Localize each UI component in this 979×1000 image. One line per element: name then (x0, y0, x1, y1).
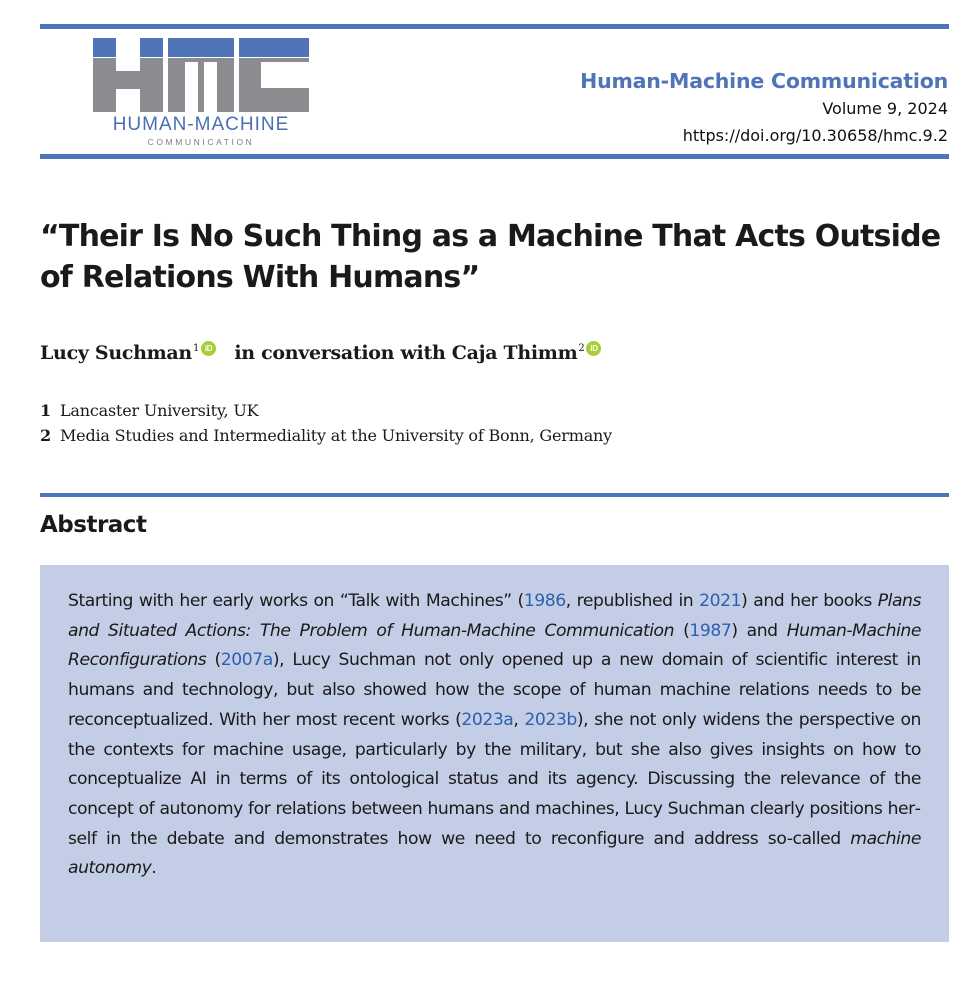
author-2-name: Caja Thimm (451, 342, 578, 364)
article-title: “Their Is No Such Thing as a Machine That Acts Outside of Relations With Humans” (40, 219, 941, 295)
book-title: Plans and Situated Actions: The Problem of Human-Machine Communication (68, 591, 922, 641)
journal-info (580, 66, 948, 150)
abstract-text-segment: ), she not only widens the perspective on the contexts for machine usage, particularly by the military, but she also gives insights on how to conceptualize AI in terms of its ontological status and its agency. Discussing the relevance of the concept of autonomy for relations between humans and machines, Lucy Suchman clearly positions herself in the debate and demonstrates how we need to reconfigure and address so-called (68, 709, 922, 849)
author-1-affiliation-mark: 1 (192, 343, 200, 354)
citation-link[interactable]: 2023a (461, 709, 514, 730)
affiliations (40, 398, 612, 448)
journal-name: Human-Machine Communication (580, 69, 948, 93)
abstract-text-segment: ( (206, 650, 221, 671)
header-top-rule (40, 24, 949, 29)
citation-link[interactable]: 2007a (220, 650, 273, 671)
citation-link[interactable]: 2023b (524, 709, 577, 730)
hmc-logo-mark (93, 38, 309, 116)
author-line (40, 341, 601, 364)
citation-link[interactable]: 1986 (523, 591, 566, 611)
orcid-icon[interactable]: iD (586, 341, 601, 356)
abstract-text-segment: , republished in (565, 591, 700, 611)
affiliation-item (40, 423, 612, 448)
abstract-text-segment: , (513, 709, 525, 730)
citation-link[interactable]: 1987 (689, 620, 732, 641)
affiliation-text: Lancaster University, UK (60, 401, 259, 420)
affiliation-number: 1 (40, 401, 51, 420)
header-bottom-rule (40, 154, 949, 159)
abstract-text (68, 587, 921, 884)
orcid-icon[interactable]: iD (201, 341, 216, 356)
emphasis-term: machine autonomy (68, 828, 921, 879)
abstract-text-segment: ) and (731, 620, 787, 641)
citation-link[interactable]: 2021 (699, 591, 742, 611)
abstract-text-segment: ), Lucy Suchman not only opened up a new domain of scientific interest in humans and technology, but also showed how the scope of human machine relations needs to be reconceptualized. With her most recent works ( (68, 650, 921, 730)
author-connector: in conversation with (234, 342, 446, 364)
abstract-text-segment: . (151, 858, 157, 879)
logo-communication-text: COMMUNICATION (147, 137, 255, 147)
abstract-text-segment: ( (674, 620, 690, 641)
abstract-heading: Abstract (40, 512, 147, 538)
abstract-text-segment: Starting with her early works on “Talk with Machines” ( (68, 591, 524, 611)
book-title: Human-Machine Reconfigurations (68, 620, 921, 671)
journal-volume: Volume 9, 2024 (822, 99, 948, 118)
affiliation-number: 2 (40, 426, 51, 445)
abstract-text-segment: ) and her books (741, 591, 878, 611)
author-2-affiliation-mark: 2 (578, 343, 585, 354)
abstract-box (40, 565, 949, 942)
abstract-rule (40, 493, 949, 497)
affiliation-text: Media Studies and Intermediality at the University of Bonn, Germany (60, 426, 612, 445)
logo-human-machine-text: HUMAN-MACHINE (112, 114, 290, 135)
author-1-name: Lucy Suchman (40, 342, 192, 364)
doi-link[interactable]: https://doi.org/10.30658/hmc.9.2 (682, 126, 948, 145)
affiliation-item (40, 398, 612, 423)
hmc-logo (93, 38, 309, 150)
